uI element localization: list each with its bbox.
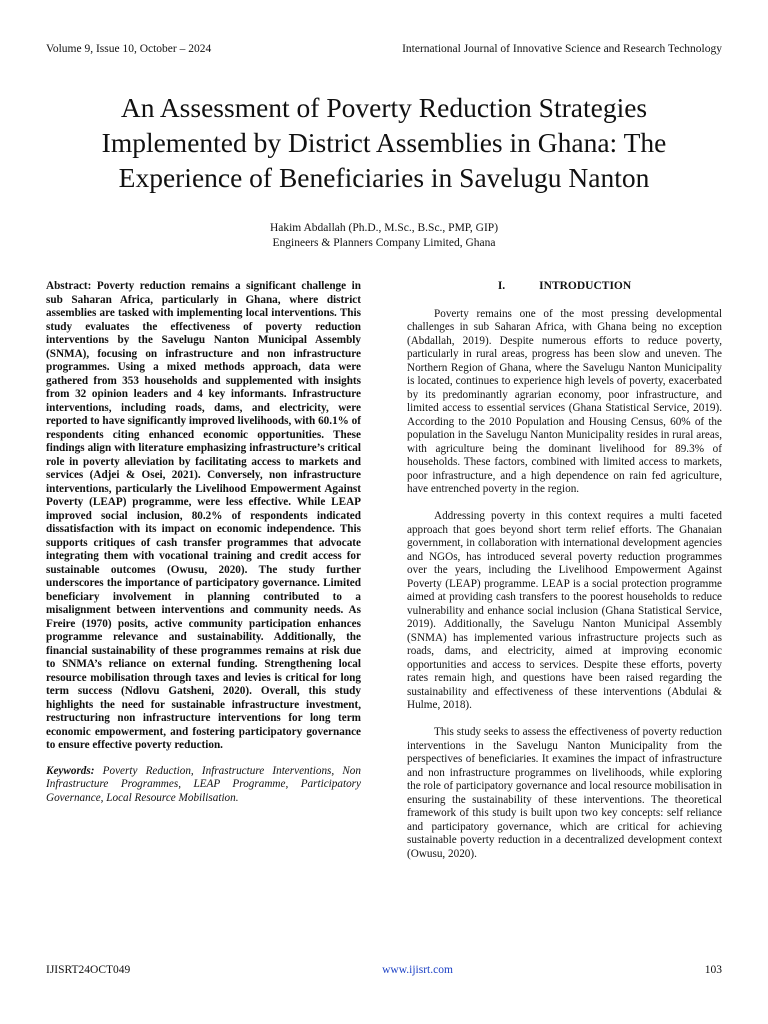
author-affiliation: Engineers & Planners Company Limited, Ghana xyxy=(272,237,496,249)
journal-website-link[interactable]: www.ijisrt.com xyxy=(382,964,453,976)
author-block xyxy=(0,221,768,251)
section-number: I. xyxy=(497,280,506,292)
title-line: Implemented by District Assemblies in Ghana: The xyxy=(101,127,667,158)
keywords-label: Keywords: xyxy=(46,764,95,777)
volume-issue: Volume 9, Issue 10, October – 2024 xyxy=(46,43,212,55)
journal-name: International Journal of Innovative Science and Research Technology xyxy=(402,43,722,55)
title-line: Experience of Beneficiaries in Savelugu Nanton xyxy=(118,162,650,193)
left-column xyxy=(46,280,361,805)
section-heading xyxy=(407,280,722,294)
article-id: IJISRT24OCT049 xyxy=(46,964,131,976)
paragraph: This study seeks to assess the effectiveness of poverty reduction interventions in the Savelugu Nanton Municipality from the perspectives of beneficiaries. It examines the impact of infrastructure and non infrastructure programmes on livelihoods, while exploring the role of participatory governance and local resource mobilisation in ensuring the sustainability of these interventions. The theoretical framework of this study is built upon two key concepts: self reliance and participatory governance, which are critical for achieving sustainable poverty reduction in a decentralized development context (Owusu, 2020). xyxy=(407,726,722,860)
title-line: An Assessment of Poverty Reduction Strategies xyxy=(120,92,648,123)
paper-title xyxy=(40,90,728,195)
right-column xyxy=(407,280,722,875)
paragraph: Poverty remains one of the most pressing developmental challenges in sub Saharan Africa, with Ghana being no exception (Abdallah, 2019). Despite numerous efforts to reduce poverty, particularly in rural areas, progress has been slow and uneven. The Northern Region of Ghana, where the Savelugu Nanton Municipality is located, continues to experience high levels of poverty, exacerbated by its predominantly agrarian economy, poor infrastructure, and limited access to essential services (Ghana Statistical Service, 2019). According to the 2010 Population and Housing Census, 60% of the population in the Savelugu Nanton Municipality resides in rural areas, with agriculture being the dominant livelihood for 89.3% of households. These factors, combined with limited access to markets, poor infrastructure, and a high dependence on rain fed agriculture, have entrenched poverty in the region. xyxy=(407,307,722,495)
running-header xyxy=(46,43,722,55)
abstract: Abstract: Poverty reduction remains a significant challenge in sub Saharan Africa, particularly in Ghana, where district assemblies are tasked with implementing local interventions. This study evaluates the effectiveness of poverty reduction interventions by the Savelugu Nanton Municipal Assembly (SNMA), focusing on infrastructure and non infrastructure programmes. Using a mixed methods approach, data were gathered from 353 households and supplemented with insights from 32 opinion leaders and 4 key informants. Infrastructure interventions, including roads, dams, and electricity, were reported to have significantly improved livelihoods, with 60.1% of respondents citing enhanced economic opportunities. These findings align with literature emphasizing infrastructure’s critical role in poverty alleviation by facilitating access to markets and services (Adjei & Osei, 2021). Conversely, non infrastructure interventions, particularly the Livelihood Empowerment Against Poverty (LEAP) programme, were less effective. While LEAP improved social inclusion, 80.2% of respondents indicated dissatisfaction with its impact on economic independence. This supports critiques of cash transfer programmes that advocate integrating them with vocational training and credit access for sustainable outcomes (Owusu, 2020). The study further underscores the importance of participatory governance. Limited beneficiary involvement in planning contributed to a misalignment between interventions and community needs. As Freire (1970) posits, active community participation enhances programme relevance and sustainability. Additionally, the financial sustainability of these programmes remains at risk due to SNMA’s reliance on external funding. Strengthening local resource mobilisation through taxes and levies is critical for long term success (Ndlovu Gatsheni, 2020). Overall, this study highlights the need for sustainable infrastructure investment, restructuring non infrastructure interventions for long term economic empowerment, and fostering participatory governance to ensure effective poverty reduction. xyxy=(46,280,361,751)
page-footer xyxy=(46,964,722,976)
paragraph: Addressing poverty in this context requires a multi faceted approach that goes beyond short term relief efforts. The Ghanaian government, in collaboration with international development agencies and NGOs, has introduced several poverty reduction programmes over the years, including the Livelihood Empowerment Against Poverty (LEAP) programme. LEAP is a social protection programme aimed at providing cash transfers to the poorest households to reduce vulnerability and enhance social inclusion (Ghana Statistical Service, 2019). Additionally, the Savelugu Nanton Municipal Assembly (SNMA) has implemented various infrastructure projects such as roads, dams, and electricity, aimed at improving economic opportunities and access to services. Despite these efforts, poverty rates remain high, and questions have been raised regarding the sustainability and effectiveness of these interventions (Abdulai & Hulme, 2018). xyxy=(407,510,722,711)
section-title: INTRODUCTION xyxy=(539,280,632,292)
keywords-text: Poverty Reduction, Infrastructure Interventions, Non Infrastructure Programmes, LEAP Programme, Participatory Governance, Local Resource Mobilisation. xyxy=(46,764,361,804)
page-number: 103 xyxy=(704,964,722,976)
keywords xyxy=(46,765,361,806)
author-name: Hakim Abdallah (Ph.D., M.Sc., B.Sc., PMP, GIP) xyxy=(269,222,499,234)
